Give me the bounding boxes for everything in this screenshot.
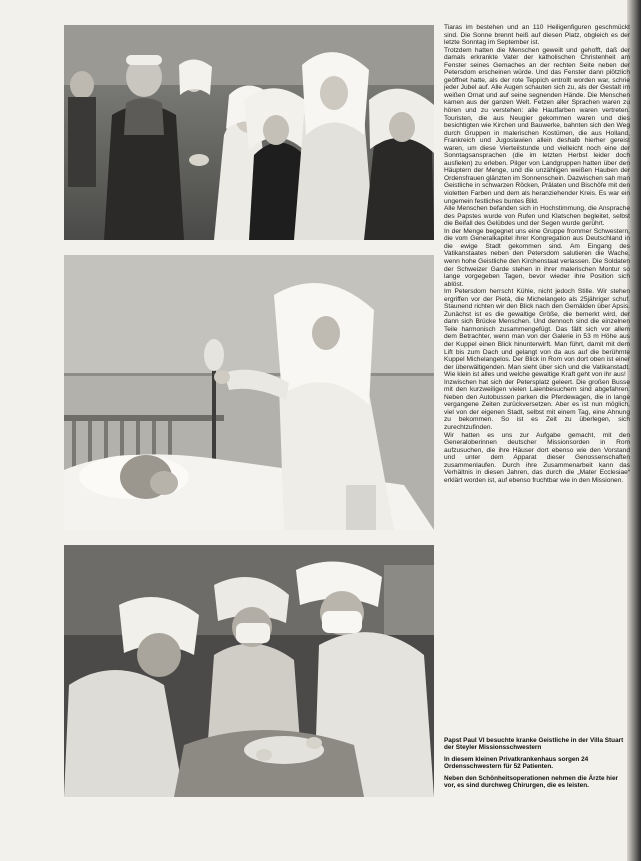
photo-nun-tending-patient (64, 255, 434, 530)
article-paragraph: Tiaras im bestehen und an 110 Heiligenfiguren geschmückt sind. Die Sonne brennt heiß auf diesen Platz, obgleich es der letzte Sonntag im September ist. (444, 24, 630, 47)
article-text-column (444, 24, 630, 736)
article-paragraph: Im Petersdom herrscht Kühle, nicht jedoch Stille. Wir stehen ergriffen vor der Pietà, die Michelangelo als 25jähriger schuf. Staunend richten wir den Blick nach den Gemälden über Apsis. Zunächst ist es die gewaltige Größe, die bemerkt wird, der dann sich Brücke Menschen. Und dennoch sind die einzelnen Teile harmonisch zusammengefügt. Das fällt sich vor allem dem Betrachter, wenn man von der Galerie in 53 m Höhe aus der Kuppel einen Blick hinunterwirft. Man führt, damit mit dem Lift bis zum Dach und gelangt von da aus auf die berühmte Kuppel Michelangelos. Der Blick in Rom von dort oben ist einer der überwältigenden. Man sieht über sich und die Vatikanstadt. Wie klein ist alles und welche gewaltige Kraft geht von ihr aus! (444, 288, 630, 379)
photo-captions (444, 737, 630, 793)
article-paragraph: In der Menge begegnet uns eine Gruppe frommer Schwestern, die vom Generalkapitel ihrer Kongregation aus Deutschland in die ewige Stadt gekommen sind. Am Eingang des Vatikanstaates neben den Petersdom salutieren die Wache, wenn hohe Geistliche den Kirchenstaat verlassen. Die Soldaten der Schweizer Garde stehen in ihrer malerischen Montur so lange vorgegeben Tagen, bevor wieder ihre Position sich ablöst. (444, 227, 630, 288)
caption-photo-1: Papst Paul VI besuchte kranke Geistliche in der Villa Stuart der Steyler Missionsschwestern (444, 737, 624, 752)
photo-surgeons-operating (64, 545, 434, 797)
caption-photo-2: In diesem kleinen Privatkrankenhaus sorgen 24 Ordensschwestern für 52 Patienten. (444, 755, 589, 771)
article-paragraph: Inzwischen hat sich der Petersplatz geleert. Die großen Busse mit den kurzweiligen vielen Laienbesuchern sind abgefahren. Neben den Autobussen parken die Pferdewagen, die in lange vergangene Zeiten zurückversetzen. Aber es ist nun möglich, viel von der eigenen Stadt, selbst mit einem Tag, eine Ahnung zu bekommen. So ist es Zeit zu überlegen, sich zurechtzufinden. (444, 378, 630, 431)
article-paragraph: Alle Menschen befanden sich in Hochstimmung, die Ansprache des Papstes wurde von Rufen und Klatschen begleitet, selbst die Beifall des Gelübdes und der Segen wurde gerührt. (444, 205, 630, 228)
caption-photo-3: Neben den Schönheitsoperationen nehmen die Ärzte hier vor, es sind durchweg Chirurgen, die es leisten. (444, 774, 618, 790)
photo-pope-visiting-nuns (64, 25, 434, 240)
article-paragraph: Wir hatten es uns zur Aufgabe gemacht, mit den Generaloberinnen deutscher Missionsorden in Rom aufzusuchen, die ihre Häuser dort ebenso wie den Vorstand und unter dem Apparat dieser Genossenschaften zusammenlaufen. Durch ihre Zusammenarbeit kann das Verhältnis in diesen Jahren, das durch die „Mater Ecclesiae“ erklärt worden ist, auf ebenso fruchtbar wie in den Missionen. (444, 431, 630, 484)
article-paragraph: Trotzdem hatten die Menschen geweilt und gehofft, daß der damals erkrankte Vater der katholischen Christenheit am Fenster seines Gemaches an der rechten Seite neben der Petersdom erscheinen würde. Und das Fenster dann plötzlich geöffnet hatte, als der rote Teppich entrollt worden war, schrie jeder Jubel auf. Alle Augen schauten sich zu, als der Gestalt im weißen Ornat und auf seine segnenden Hände. Die Menschen kamen aus der ganzen Welt. Fetzen aller Sprachen waren zu hören und zu verstehen: alle Hautfarben waren vertreten. Touristen, die aus Neugier gekommen waren und dies besichtigten wie Kirchen und Bauwerke, bahnten sich den Weg durch Gruppen in malerischen Kostümen, die aus Holland, Frankreich und Jugoslawien allein deshalb hierher gereist waren, um diese Vierteilstunde und vielleicht noch eine der Sonntagsansprachen (die im letzten Herbst leider doch ausfielen) zu erleben. Pilger von Landgruppen hatten über den Häuptern der Menge, und die unzähligen weißen Hauben der Ordensfrauen glänzten im Sonnenschein. Dazwischen sah man Geistliche in schwarzen Röcken, Prälaten und Bischöfe mit den violetten Farben und dem als heranziehender Kreis. Es war ein ungemein festliches buntes Bild. (444, 46, 630, 205)
